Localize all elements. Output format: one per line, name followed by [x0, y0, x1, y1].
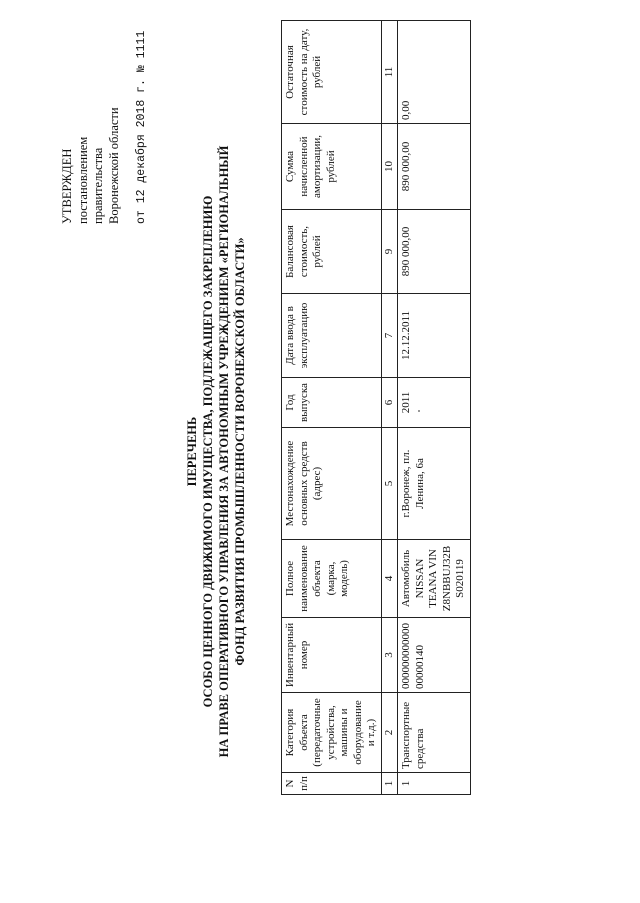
column-number-cell: 11	[381, 21, 398, 124]
year-cell: 2011	[398, 378, 471, 428]
header-cell: Остаточная стоимость на дату, рублей	[282, 21, 382, 124]
category-cell: Транспортные средства	[398, 693, 471, 773]
book-value-cell: 890 000,00	[398, 210, 471, 294]
column-number-cell: 5	[381, 428, 398, 540]
header-cell: Дата ввода в эксплуатацию	[282, 294, 382, 378]
header-cell: Год выпуска	[282, 378, 382, 428]
document-title	[184, 100, 248, 803]
approval-line: правительства	[91, 147, 105, 224]
inventory-number-cell: 00000000000000000140	[398, 618, 471, 693]
approval-heading: УТВЕРЖДЕН	[60, 148, 74, 224]
column-number-cell: 6	[381, 378, 398, 428]
row-number-cell: 1	[398, 773, 471, 795]
location-cell: г.Воронеж, пл. Ленина, 6а	[398, 428, 471, 540]
table-row	[398, 21, 471, 795]
column-number-cell: 10	[381, 124, 398, 210]
depreciation-cell: 890 000,00	[398, 124, 471, 210]
approval-stamp	[60, 24, 150, 224]
header-cell: Сумма начисленной амортизации, рублей	[282, 124, 382, 210]
approval-line: постановлением	[75, 136, 90, 224]
column-number-cell: 7	[381, 294, 398, 378]
scan-speck	[418, 410, 420, 412]
column-number-row	[381, 21, 398, 795]
column-number-cell: 1	[381, 773, 398, 795]
column-number-cell: 9	[381, 210, 398, 294]
header-cell: Категория объекта (передаточные устройства, машины и оборудование и т.д.)	[282, 693, 382, 773]
header-cell: N п/п	[282, 773, 382, 795]
column-number-cell: 4	[381, 540, 398, 618]
title-line: ОСОБО ЦЕННОГО ДВИЖИМОГО ИМУЩЕСТВА, ПОДЛЕЖАЩЕГО ЗАКРЕПЛЕНИЮ	[201, 195, 215, 708]
header-cell: Полное наименование объекта (марка, модель)	[282, 540, 382, 618]
header-cell: Инвентарный номер	[282, 618, 382, 693]
column-number-cell: 3	[381, 618, 398, 693]
residual-value-cell: 0,00	[398, 21, 471, 124]
title-line: ФОНД РАЗВИТИЯ ПРОМЫШЛЕННОСТИ ВОРОНЕЖСКОЙ ОБЛАСТИ»	[233, 237, 247, 666]
column-number-cell: 2	[381, 693, 398, 773]
property-table	[281, 20, 471, 795]
header-cell: Балансовая стоимость, рублей	[282, 210, 382, 294]
title-line: НА ПРАВЕ ОПЕРАТИВНОГО УПРАВЛЕНИЯ ЗА АВТОНОМНЫМ УЧРЕЖДЕНИЕМ «РЕГИОНАЛЬНЫЙ	[217, 145, 231, 758]
table-header-row	[282, 21, 382, 795]
commission-date-cell: 12.12.2011	[398, 294, 471, 378]
approval-line: Воронежской области	[106, 107, 121, 224]
header-cell: Местонахождение основных средств (адрес)	[282, 428, 382, 540]
approval-date-number: от 12 декабря 2018 г. № 1111	[135, 30, 148, 224]
object-name-cell: Автомобиль NISSAN TEANA VIN Z8NBBUJ32BS020119	[398, 540, 471, 618]
title-line: ПЕРЕЧЕНЬ	[185, 416, 199, 487]
